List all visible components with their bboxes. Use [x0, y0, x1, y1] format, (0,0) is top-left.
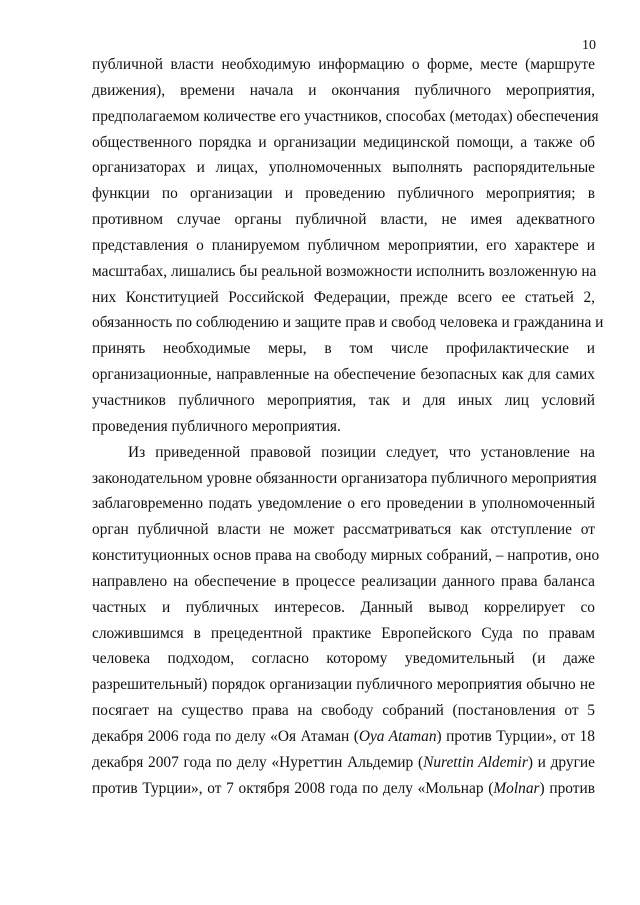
text-line: конституционных основ права на свободу мирных собраний, – напротив, оно — [92, 547, 600, 565]
text-line: организаторах и лицах, уполномоченных выполнять распорядительные — [92, 159, 595, 177]
italic-case-name: Nurettin Aldemir — [423, 753, 528, 771]
paragraph-end-line: проведения публичного мероприятия. — [92, 417, 341, 435]
text-segment: против Турции», от 7 октября 2008 года по делу «Мольнар ( — [92, 779, 494, 797]
text-line: движения), времени начала и окончания публичного мероприятия, — [92, 81, 595, 99]
text-line: противном случае органы публичной власти, не имея адекватного — [92, 211, 595, 229]
text-line: законодательном уровне обязанности организатора публичного мероприятия — [92, 469, 597, 487]
text-line: частных и публичных интересов. Данный вывод коррелирует со — [92, 598, 595, 616]
text-line: орган публичной власти не может рассматриваться как отступление от — [92, 521, 595, 539]
text-line: человека подходом, согласно которому уведомительный (и даже — [92, 650, 595, 668]
text-line: направлено на обеспечение в процессе реализации данного права баланса — [92, 572, 595, 590]
italic-case-name: Molnar — [493, 779, 540, 797]
text-line-with-italic — [92, 776, 595, 802]
text-line: публичной власти необходимую информацию о форме, месте (маршруте — [92, 56, 595, 73]
text-line: общественного порядка и организации медицинской помощи, а также об — [92, 133, 595, 151]
text-line: представления о планируемом публичном мероприятии, его характере и — [92, 236, 595, 254]
text-line: сложившимся в прецедентной практике Европейского Суда по правам — [92, 624, 595, 642]
text-line: обязанность по соблюдению и защите прав и свобод человека и гражданина и — [92, 314, 604, 332]
text-line: заблаговременно подать уведомление о его проведении в уполномоченный — [92, 495, 595, 513]
text-line: посягает на существо права на свободу собраний (постановления от 5 — [92, 702, 595, 720]
text-line: масштабах, лишались бы реальной возможности исполнить возложенную на — [92, 262, 597, 280]
text-line: них Конституцией Российской Федерации, прежде всего ее статьей 2, — [92, 288, 595, 306]
body-text — [92, 52, 604, 801]
italic-case-name: Oya Ataman — [358, 727, 437, 745]
text-segment: ) против Турции», от 18 — [436, 727, 595, 745]
text-line: организационные, направленные на обеспечение безопасных как для самих — [92, 366, 595, 384]
text-line: принять необходимые меры, в том числе профилактические и — [92, 340, 595, 358]
text-line-with-italic — [92, 750, 595, 776]
paragraph-first-line: Из приведенной правовой позиции следует, что установление на — [128, 443, 595, 461]
text-line-with-italic — [92, 724, 595, 750]
text-line: участников публичного мероприятия, так и для иных лиц условий — [92, 391, 595, 409]
text-segment: декабря 2007 года по делу «Нуреттин Альдемир ( — [92, 753, 424, 771]
page-number: 10 — [582, 38, 596, 53]
text-segment: ) и другие — [527, 753, 595, 771]
text-segment: декабря 2006 года по делу «Оя Атаман ( — [92, 727, 359, 745]
text-line: разрешительный) порядок организации публичного мероприятия обычно не — [92, 676, 595, 694]
text-line: функции по организации и проведению публичного мероприятия; в — [92, 185, 595, 203]
text-segment: ) против — [539, 779, 595, 797]
text-line: предполагаемом количестве его участников, способах (методах) обеспечения — [92, 107, 599, 125]
